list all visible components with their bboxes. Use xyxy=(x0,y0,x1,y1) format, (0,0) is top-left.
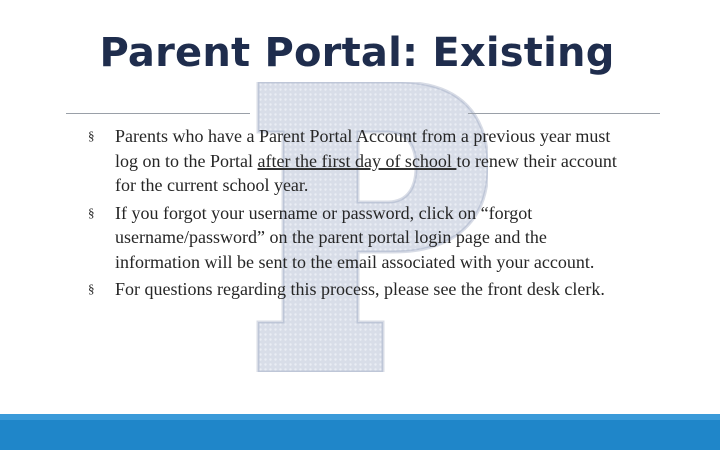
footer-bar xyxy=(0,414,720,450)
bullet-text: If you forgot your username or password, click on “forgot username/password” on the parent portal login page and the information will be sent to the email associated with your account. xyxy=(115,202,595,272)
square-bullet-icon: § xyxy=(88,281,95,296)
list-item xyxy=(88,124,628,198)
title-divider-right xyxy=(468,113,660,114)
bullet-text: For questions regarding this process, please see the front desk clerk. xyxy=(115,279,605,299)
bullet-list xyxy=(88,124,628,305)
page-title: Parent Portal: Existing xyxy=(99,30,615,76)
square-bullet-icon: § xyxy=(88,204,95,220)
square-bullet-icon: § xyxy=(88,128,95,143)
list-item xyxy=(88,201,628,275)
bullet-text-part: to renew their account for the current school year. xyxy=(115,150,617,195)
list-item xyxy=(88,277,628,302)
bullet-text-part: Parents who have a Parent Portal Account from a previous year must log on to the Portal xyxy=(115,126,611,171)
title-divider-left xyxy=(66,113,250,114)
underlined-text: after the first day of school xyxy=(257,150,457,171)
